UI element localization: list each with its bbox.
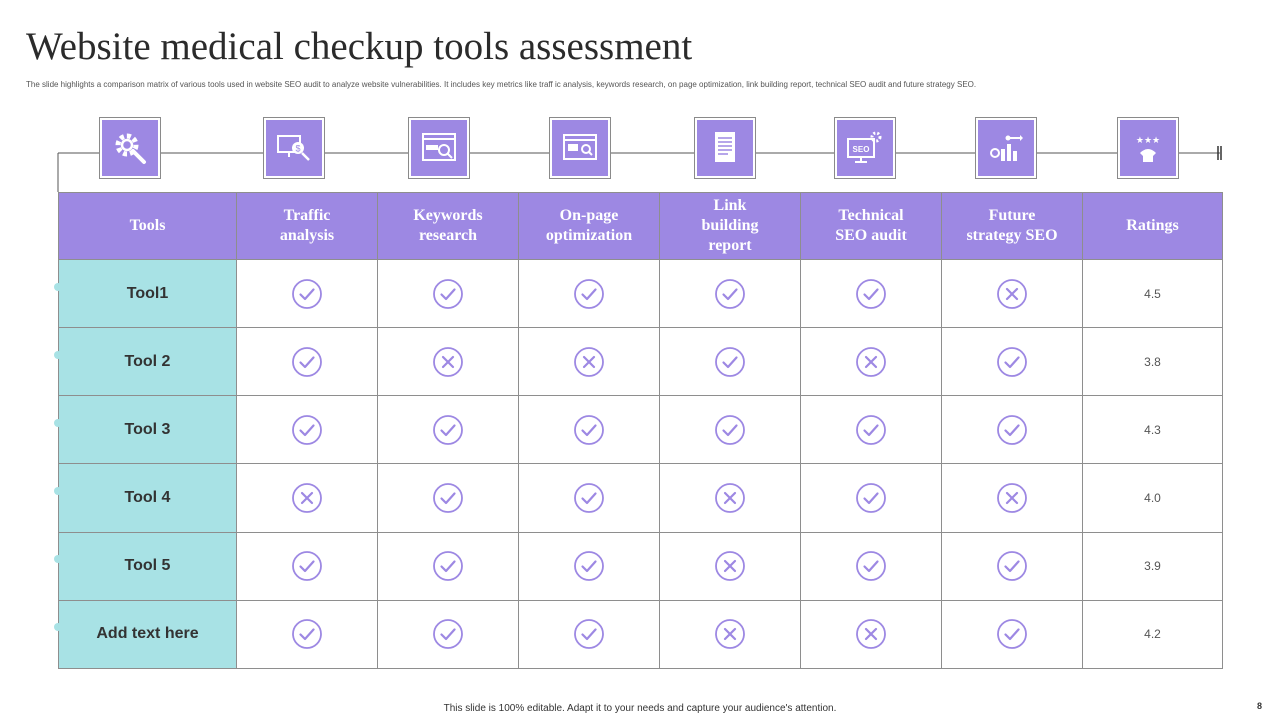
check-circle-icon bbox=[714, 353, 746, 370]
matrix-cell bbox=[519, 260, 660, 328]
table-row bbox=[59, 260, 1223, 328]
header-technical-seo-audit: Technical SEO audit bbox=[801, 193, 942, 260]
matrix-cell bbox=[237, 532, 378, 600]
row-marker-dot bbox=[54, 487, 62, 495]
header-ratings: Ratings bbox=[1083, 193, 1223, 260]
svg-text:SEO: SEO bbox=[852, 145, 870, 154]
rating-cell: 4.2 bbox=[1083, 600, 1223, 668]
gear-magnifier-icon bbox=[100, 118, 160, 178]
matrix-cell bbox=[237, 260, 378, 328]
check-circle-icon bbox=[573, 285, 605, 302]
matrix-cell bbox=[801, 532, 942, 600]
check-circle-icon bbox=[291, 353, 323, 370]
cross-circle-icon bbox=[432, 353, 464, 370]
matrix-cell bbox=[519, 328, 660, 396]
matrix-cell bbox=[519, 600, 660, 668]
cross-circle-icon bbox=[573, 353, 605, 370]
tool-name-cell: Tool 3 bbox=[59, 396, 237, 464]
check-circle-icon bbox=[573, 489, 605, 506]
check-circle-icon bbox=[996, 626, 1028, 643]
rating-cell: 3.8 bbox=[1083, 328, 1223, 396]
matrix-cell bbox=[237, 328, 378, 396]
check-circle-icon bbox=[855, 557, 887, 574]
check-circle-icon bbox=[291, 626, 323, 643]
row-marker-dot bbox=[54, 419, 62, 427]
traffic-money-search-icon bbox=[264, 118, 324, 178]
keyword-browser-icon bbox=[409, 118, 469, 178]
rating-cell: 4.5 bbox=[1083, 260, 1223, 328]
comparison-matrix bbox=[58, 192, 1223, 669]
check-circle-icon bbox=[573, 421, 605, 438]
matrix-cell bbox=[660, 396, 801, 464]
header-future-strategy-seo: Future strategy SEO bbox=[942, 193, 1083, 260]
check-circle-icon bbox=[714, 285, 746, 302]
cross-circle-icon bbox=[855, 353, 887, 370]
svg-text:★★★: ★★★ bbox=[1135, 136, 1161, 146]
matrix-cell bbox=[660, 600, 801, 668]
table-row bbox=[59, 328, 1223, 396]
cross-circle-icon bbox=[714, 626, 746, 643]
strategy-chart-icon bbox=[976, 118, 1036, 178]
cross-circle-icon bbox=[996, 489, 1028, 506]
row-marker-dot bbox=[54, 623, 62, 631]
cross-circle-icon bbox=[714, 489, 746, 506]
check-circle-icon bbox=[432, 626, 464, 643]
table-row bbox=[59, 464, 1223, 532]
check-circle-icon bbox=[996, 353, 1028, 370]
check-circle-icon bbox=[432, 489, 464, 506]
matrix-cell bbox=[660, 260, 801, 328]
matrix-cell bbox=[942, 464, 1083, 532]
check-circle-icon bbox=[573, 626, 605, 643]
matrix-cell bbox=[660, 532, 801, 600]
page-optimization-icon bbox=[550, 118, 610, 178]
matrix-cell bbox=[378, 600, 519, 668]
row-marker-dot bbox=[54, 351, 62, 359]
matrix-cell bbox=[801, 396, 942, 464]
tool-name-cell: Tool 4 bbox=[59, 464, 237, 532]
matrix-cell bbox=[942, 328, 1083, 396]
tool-name-cell: Tool1 bbox=[59, 260, 237, 328]
rating-cell: 4.0 bbox=[1083, 464, 1223, 532]
check-circle-icon bbox=[714, 421, 746, 438]
header-traffic-analysis: Traffic analysis bbox=[237, 193, 378, 260]
header-link-building-report: Link building report bbox=[660, 193, 801, 260]
cross-circle-icon bbox=[855, 626, 887, 643]
cross-circle-icon bbox=[291, 489, 323, 506]
matrix-cell bbox=[378, 532, 519, 600]
matrix-cell bbox=[237, 464, 378, 532]
matrix-cell bbox=[942, 532, 1083, 600]
check-circle-icon bbox=[432, 421, 464, 438]
check-circle-icon bbox=[291, 557, 323, 574]
page-number: 8 bbox=[1256, 701, 1262, 711]
header-row bbox=[59, 193, 1223, 260]
tool-name-cell: Add text here bbox=[59, 600, 237, 668]
slide-subtitle: The slide highlights a comparison matrix of various tools used in website SEO audit to analyze website vulnerabilities. It includes key metrics like traff ic analysis, keywords research, on page optimization, link building report, technical SEO audit and future strategy SEO. bbox=[26, 80, 977, 89]
matrix-cell bbox=[378, 260, 519, 328]
check-circle-icon bbox=[855, 489, 887, 506]
rating-stars-icon bbox=[1118, 118, 1178, 178]
header-on-page-optimization: On-page optimization bbox=[519, 193, 660, 260]
matrix-cell bbox=[660, 328, 801, 396]
matrix-cell bbox=[519, 464, 660, 532]
rating-cell: 3.9 bbox=[1083, 532, 1223, 600]
header-tools: Tools bbox=[59, 193, 237, 260]
check-circle-icon bbox=[855, 285, 887, 302]
header-keywords-research: Keywords research bbox=[378, 193, 519, 260]
matrix-cell bbox=[237, 600, 378, 668]
check-circle-icon bbox=[855, 421, 887, 438]
table-row bbox=[59, 600, 1223, 668]
check-circle-icon bbox=[996, 557, 1028, 574]
matrix-cell bbox=[801, 328, 942, 396]
matrix-cell bbox=[519, 532, 660, 600]
matrix-cell bbox=[660, 464, 801, 532]
check-circle-icon bbox=[432, 285, 464, 302]
matrix-cell bbox=[801, 464, 942, 532]
matrix-cell bbox=[237, 396, 378, 464]
slide-footer: This slide is 100% editable. Adapt it to your needs and capture your audience's attention. bbox=[443, 703, 837, 714]
check-circle-icon bbox=[291, 285, 323, 302]
check-circle-icon bbox=[291, 421, 323, 438]
table-row bbox=[59, 532, 1223, 600]
check-circle-icon bbox=[996, 421, 1028, 438]
rating-cell: 4.3 bbox=[1083, 396, 1223, 464]
tool-name-cell: Tool 2 bbox=[59, 328, 237, 396]
table-row bbox=[59, 396, 1223, 464]
row-marker-dot bbox=[54, 555, 62, 563]
matrix-cell bbox=[942, 396, 1083, 464]
matrix-cell bbox=[801, 260, 942, 328]
svg-text:$: $ bbox=[295, 143, 301, 154]
matrix-cell bbox=[801, 600, 942, 668]
cross-circle-icon bbox=[714, 557, 746, 574]
tool-name-cell: Tool 5 bbox=[59, 532, 237, 600]
row-marker-dot bbox=[54, 283, 62, 291]
matrix-cell bbox=[942, 600, 1083, 668]
seo-monitor-icon bbox=[835, 118, 895, 178]
matrix-cell bbox=[378, 328, 519, 396]
document-icon bbox=[695, 118, 755, 178]
check-circle-icon bbox=[573, 557, 605, 574]
matrix-cell bbox=[519, 396, 660, 464]
matrix-cell bbox=[378, 396, 519, 464]
check-circle-icon bbox=[432, 557, 464, 574]
cross-circle-icon bbox=[996, 285, 1028, 302]
matrix-cell bbox=[378, 464, 519, 532]
slide-title: Website medical checkup tools assessment bbox=[26, 25, 693, 68]
matrix-cell bbox=[942, 260, 1083, 328]
